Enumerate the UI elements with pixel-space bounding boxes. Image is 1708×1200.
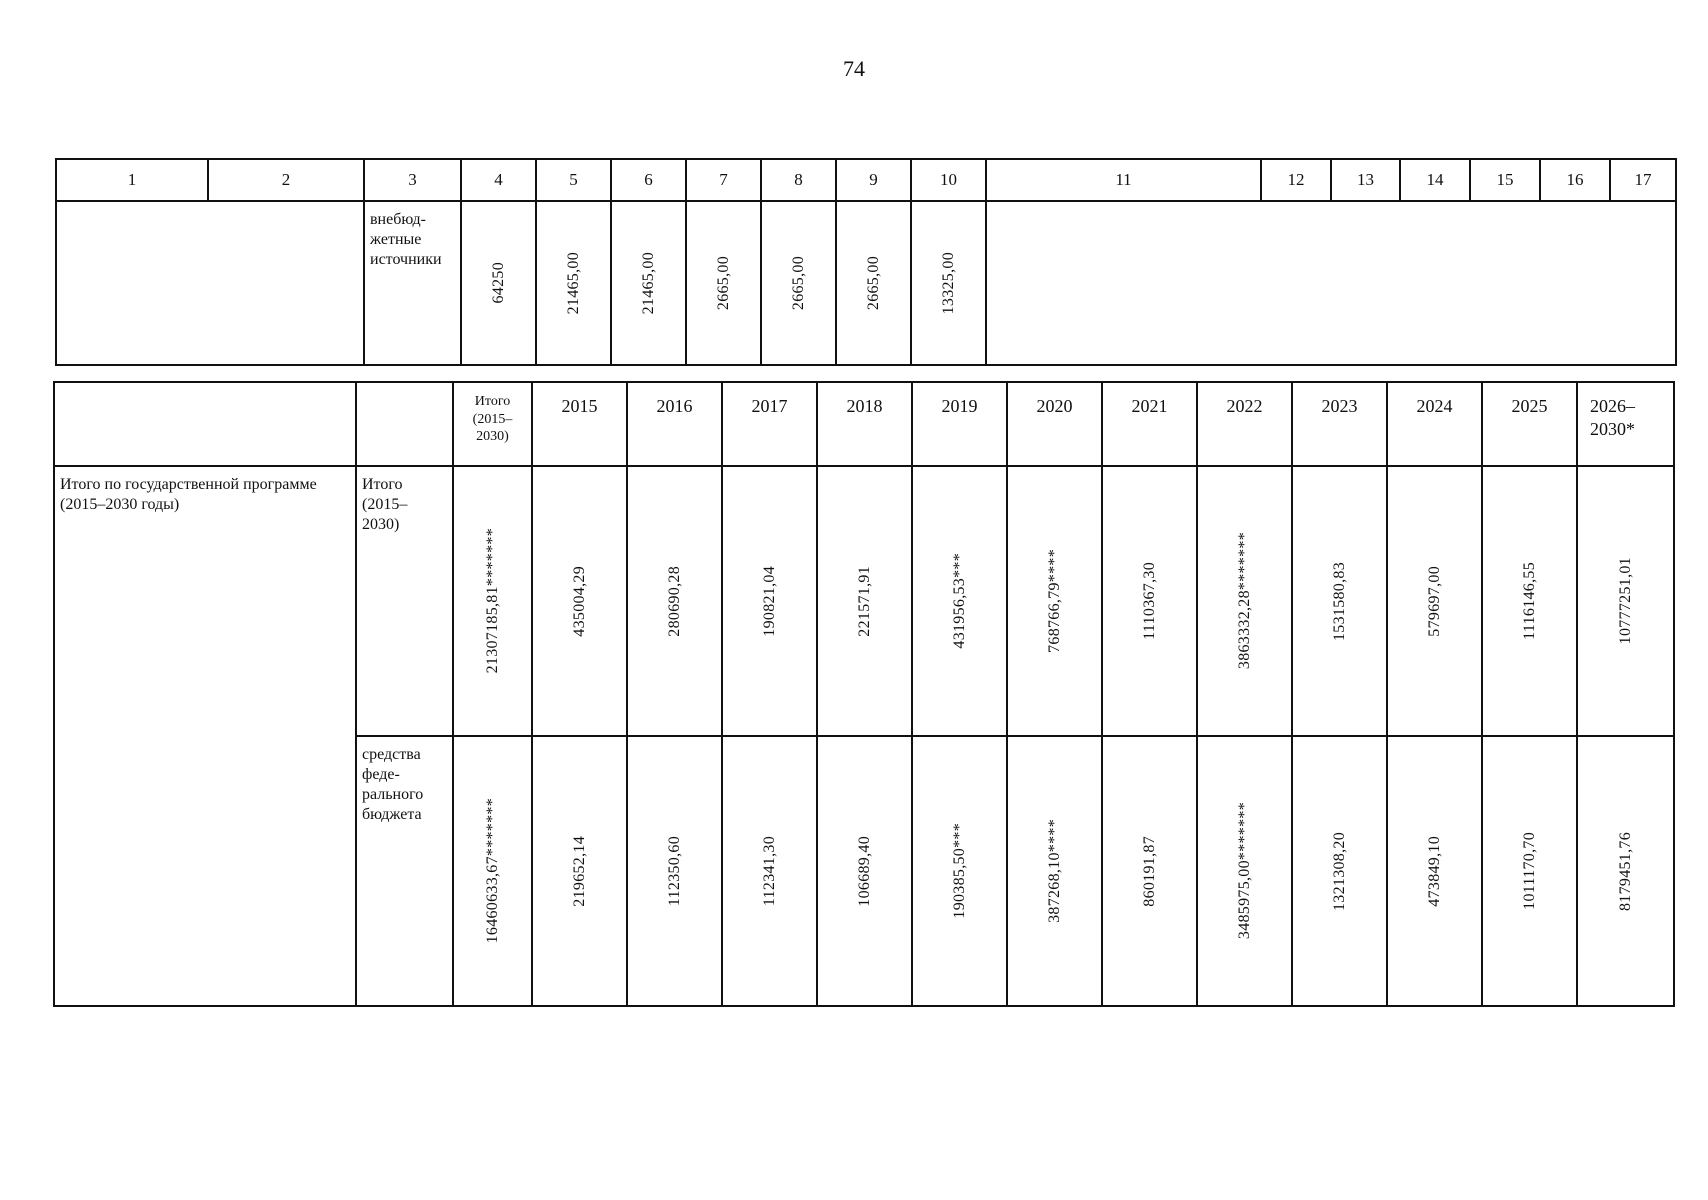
value-text: 768766,79**** [1045,549,1063,653]
source-label: внебюд- жетные источники [370,211,442,268]
value-cell [817,736,912,1006]
value-cell [912,736,1007,1006]
value-text: 13325,00 [939,251,957,315]
extrabudgetary-row [56,201,1676,365]
source-label-cell [356,466,453,736]
value-text: 473849,10 [1425,835,1443,907]
header-total: Итого (2015– 2030) [453,382,532,466]
value-text: 8179451,76 [1616,831,1634,911]
empty-cell [356,382,453,466]
column-number: 3 [364,159,461,201]
value-text: 860191,87 [1140,835,1158,907]
value-text: 2665,00 [714,255,732,311]
header-year: 2017 [722,382,817,466]
value-cell [461,201,536,365]
value-text: 1321308,20 [1330,831,1348,911]
value-text: 1110367,30 [1140,562,1158,640]
source-label-cell [356,736,453,1006]
value-text: 112341,30 [760,835,778,907]
value-text: 190821,04 [760,565,778,637]
source-label-cell [364,201,461,365]
program-title: Итого по государственной программе (2015–2030 годы) [60,476,317,513]
value-cell [1482,466,1577,736]
column-number: 12 [1261,159,1331,201]
value-text: 64250 [489,262,507,304]
column-number: 14 [1400,159,1470,201]
header-year: 2023 [1292,382,1387,466]
column-number: 17 [1610,159,1676,201]
value-cell [836,201,911,365]
value-text: 280690,28 [665,565,683,637]
value-text: 1116146,55 [1520,562,1538,640]
column-number: 2 [208,159,364,201]
column-number: 11 [986,159,1261,201]
value-text: 219652,14 [570,835,588,907]
column-number: 15 [1470,159,1540,201]
value-cell [722,466,817,736]
header-year: 2022 [1197,382,1292,466]
value-cell [686,201,761,365]
column-number: 16 [1540,159,1610,201]
value-text: 221571,91 [855,565,873,637]
value-text: 1011170,70 [1520,832,1538,910]
value-text: 2665,00 [864,255,882,311]
value-cell [1292,466,1387,736]
value-cell [611,201,686,365]
column-number: 4 [461,159,536,201]
value-cell [1102,736,1197,1006]
value-text: 3863332,28******* [1235,532,1253,670]
column-number: 10 [911,159,986,201]
value-cell [1197,466,1292,736]
value-cell [817,466,912,736]
empty-cell [986,201,1676,365]
value-text: 387268,10**** [1045,819,1063,923]
value-cell [1007,736,1102,1006]
year-header-row [54,382,1674,466]
value-text: 10777251,01 [1616,557,1634,645]
value-cell [1292,736,1387,1006]
page-number: 74 [843,56,865,81]
total-row [54,466,1674,736]
value-cell [912,466,1007,736]
value-cell [911,201,986,365]
value-cell [627,466,722,736]
value-cell [453,736,532,1006]
column-number-row [56,159,1676,201]
source-label: Итого (2015– 2030) [362,476,408,533]
value-cell [453,466,532,736]
source-label: средства феде- рального бюджета [362,746,424,823]
value-text: 431956,53*** [950,553,968,649]
program-title-cell [54,466,356,1006]
column-number: 5 [536,159,611,201]
program-totals-table [53,381,1675,1007]
value-text: 16460633,67******* [483,798,501,944]
value-cell [532,736,627,1006]
value-text: 1531580,83 [1330,561,1348,641]
value-text: 106689,40 [855,835,873,907]
value-cell [1102,466,1197,736]
value-cell [532,466,627,736]
value-cell [536,201,611,365]
funding-table-continuation [55,158,1677,366]
column-number: 13 [1331,159,1400,201]
value-cell [1577,466,1674,736]
value-cell [1577,736,1674,1006]
header-year: 2018 [817,382,912,466]
value-text: 435004,29 [570,565,588,637]
value-cell [1197,736,1292,1006]
column-number: 8 [761,159,836,201]
value-text: 579697,00 [1425,565,1443,637]
column-number: 7 [686,159,761,201]
header-year: 2016 [627,382,722,466]
value-cell [627,736,722,1006]
value-text: 21465,00 [564,251,582,315]
column-number: 6 [611,159,686,201]
header-year: 2020 [1007,382,1102,466]
value-cell [1387,466,1482,736]
value-cell [1482,736,1577,1006]
empty-cell [56,201,364,365]
header-year: 2015 [532,382,627,466]
header-year: 2019 [912,382,1007,466]
header-year: 2026– 2030* [1577,382,1674,466]
value-cell [1007,466,1102,736]
header-year: 2024 [1387,382,1482,466]
value-text: 190385,50*** [950,823,968,919]
value-cell [761,201,836,365]
value-text: 21307185,81******* [483,528,501,674]
value-cell [1387,736,1482,1006]
value-text: 2665,00 [789,255,807,311]
header-year: 2025 [1482,382,1577,466]
value-text: 21465,00 [639,251,657,315]
header-year: 2021 [1102,382,1197,466]
value-text: 112350,60 [665,835,683,907]
column-number: 1 [56,159,208,201]
empty-cell [54,382,356,466]
value-cell [722,736,817,1006]
column-number: 9 [836,159,911,201]
value-text: 3485975,00******* [1235,802,1253,940]
